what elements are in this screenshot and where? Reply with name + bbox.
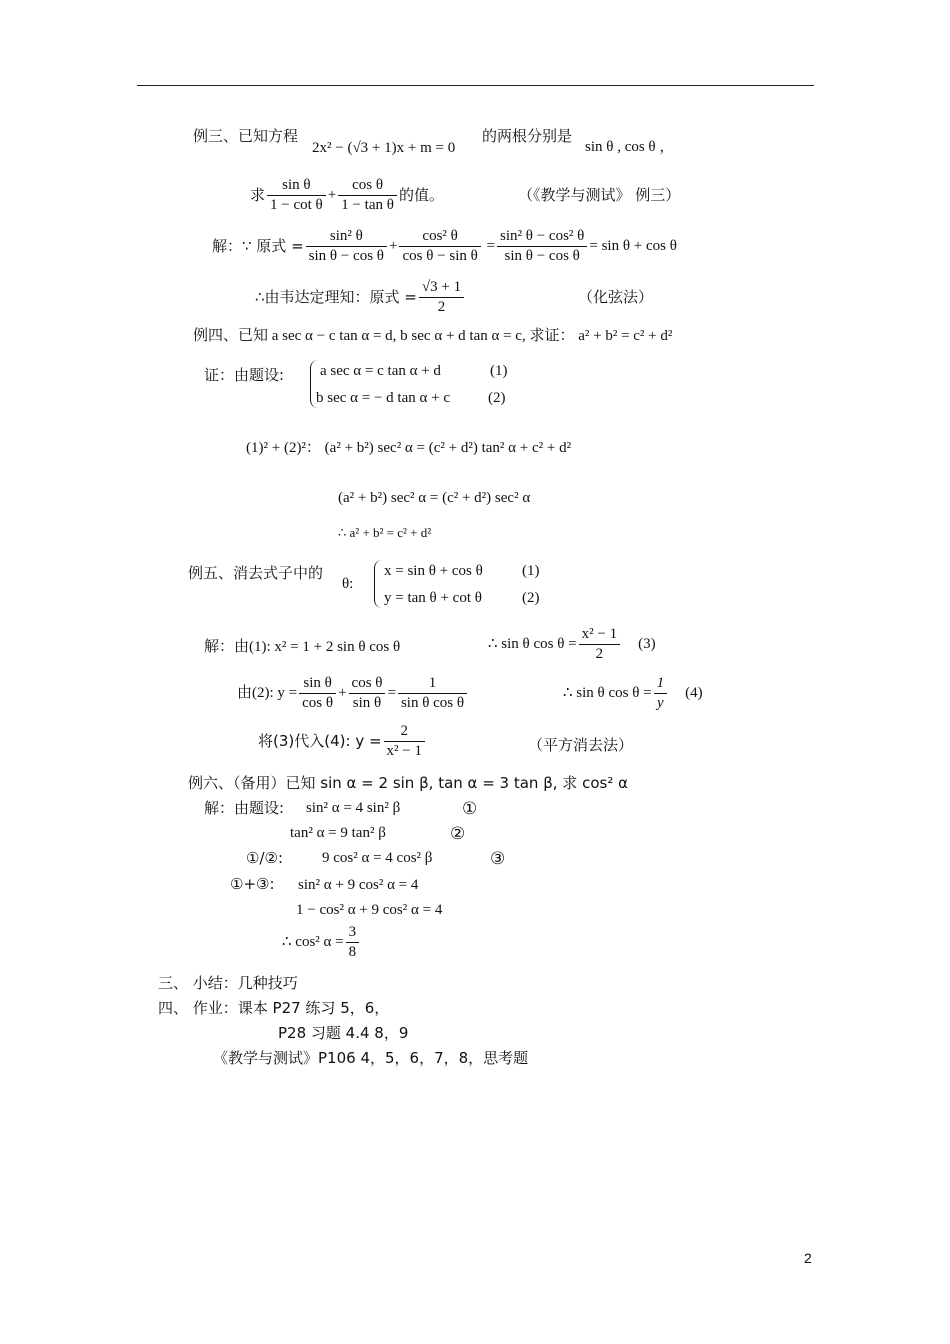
ex4-eq1: a sec α = c tan α + d xyxy=(320,363,441,379)
ex3-conclusion-text: ∴由韦达定理知：原式 = xyxy=(255,288,417,306)
ex6-line4: sin² α + 9 cos² α = 4 xyxy=(298,877,419,893)
ex6-line3-tag: ③ xyxy=(490,849,506,868)
ex3-f2-num: cos θ xyxy=(338,178,397,196)
plus-sign: + xyxy=(338,685,347,701)
ex3-fraction-1 xyxy=(267,178,326,213)
ex6-line6-frac xyxy=(346,925,360,960)
ex4-step3: ∴ a² + b² = c² + d² xyxy=(338,525,432,540)
ex4-step1: (1)² + (2)²： (a² + b²) sec² α = (c² + d²) tan² α + c² + d² xyxy=(246,440,572,456)
ex3-conclusion xyxy=(255,280,466,315)
ex4-eq2-tag: (2) xyxy=(488,390,506,406)
ex6-line2-tag: ② xyxy=(450,824,466,843)
ex4-eq2: b sec α = − d tan α + c xyxy=(316,390,450,406)
ex4-eq1-tag: (1) xyxy=(490,363,508,379)
ex3-roots-text: 的两根分别是 xyxy=(482,127,573,145)
ex6-line3: 9 cos² α = 4 cos² β xyxy=(322,850,433,866)
ex5-sub-frac xyxy=(384,724,425,759)
ex5-method: （平方消去法） xyxy=(528,736,634,754)
ex5-sol2-frac2 xyxy=(349,676,386,711)
denominator: sin θ xyxy=(352,695,382,711)
ex6-statement: 例六、（备用）已知 sin α = 2 sin β, tan α = 3 tan β, 求 cos² α xyxy=(188,774,628,792)
ex6-line6 xyxy=(282,925,361,960)
denominator: sin θ − cos θ xyxy=(504,248,580,264)
ex5-var: θ: xyxy=(342,576,354,592)
numerator: cos² θ xyxy=(399,229,480,247)
ex4-statement: 例四、已知 a sec α − c tan α = d, b sec α + d tan α = c, 求证： a² + b² = c² + d² xyxy=(193,328,673,344)
ex5-sol2-result-frac xyxy=(654,676,668,711)
numerator: sin θ xyxy=(299,676,336,694)
numerator: cos θ xyxy=(349,676,386,694)
ex5-eq1: x = sin θ + cos θ xyxy=(384,563,483,579)
header-rule xyxy=(137,85,814,86)
ex6-line4-label: ①+③: xyxy=(230,875,275,893)
plus-sign: + xyxy=(389,238,398,254)
ex5-sol2-result xyxy=(563,676,703,711)
ex6-line1-tag: ① xyxy=(462,799,478,818)
ex6-line3-label: ①/②: xyxy=(246,849,284,867)
ex6-line2: tan² α = 9 tan² β xyxy=(290,825,386,841)
plus-sign: + xyxy=(327,187,337,203)
ex6-line5: 1 − cos² α + 9 cos² α = 4 xyxy=(296,902,443,918)
ex5-sol2 xyxy=(237,676,469,711)
ex3-conclusion-frac xyxy=(419,280,464,315)
denominator: 8 xyxy=(348,944,357,960)
page-number: 2 xyxy=(804,1250,812,1266)
homework-line-1: 四、 作业：课本 P27 练习 5，6， xyxy=(158,999,390,1017)
ex5-sol1-result xyxy=(488,627,656,662)
ex5-label: 例五、消去式子中的 xyxy=(188,564,324,582)
ex3-label: 例三、已知方程 xyxy=(193,127,299,145)
ex3-source: （《教学与测试》 例三） xyxy=(518,186,681,204)
ex4-proof-label: 证：由题设: xyxy=(204,366,285,384)
numerator: sin² θ xyxy=(306,229,387,247)
homework-line-2: P28 习题 4.4 8，9 xyxy=(278,1024,409,1042)
denominator: x² − 1 xyxy=(386,743,422,759)
denominator: 2 xyxy=(437,299,446,315)
denominator: 2 xyxy=(595,646,604,662)
eq-tag: (4) xyxy=(685,685,703,701)
sol2-prefix: 由(2): y = xyxy=(237,685,298,701)
numerator: √3 + 1 xyxy=(419,280,464,298)
numerator: 3 xyxy=(346,925,360,943)
ex3-method: （化弦法） xyxy=(578,288,654,306)
therefore-text: ∴ sin θ cos θ = xyxy=(488,636,577,652)
numerator: 2 xyxy=(384,724,425,742)
ex3-ask-prefix: 求 xyxy=(250,186,266,204)
ex3-ask-suffix: 的值。 xyxy=(398,186,444,204)
ex3-fraction-2 xyxy=(338,178,397,213)
ex3-s-frac-3 xyxy=(497,229,587,264)
ex3-equation: 2x² − (√3 + 1)x + m = 0 xyxy=(312,140,456,156)
ex5-eq1-tag: (1) xyxy=(522,563,540,579)
ex3-f1-den: 1 − cot θ xyxy=(270,197,323,213)
ex3-s-frac-2 xyxy=(399,229,480,264)
ex3-roots: sin θ , cos θ ， xyxy=(585,139,675,155)
homework-line-3: 《教学与测试》P106 4，5，6，7，8，思考题 xyxy=(213,1049,529,1067)
numerator: sin² θ − cos² θ xyxy=(497,229,587,247)
equals-sign: = xyxy=(482,238,496,254)
summary-line: 三、 小结：几种技巧 xyxy=(158,974,298,992)
ex5-sol2-frac3 xyxy=(398,676,467,711)
numerator: 1 xyxy=(654,676,668,694)
ex5-substitute xyxy=(258,724,427,759)
line6-prefix: ∴ cos² α = xyxy=(282,934,344,950)
sub-prefix: 将(3)代入(4): y = xyxy=(258,732,382,750)
denominator: y xyxy=(657,695,664,711)
ex5-sol2-frac1 xyxy=(299,676,336,711)
ex6-sol-label: 解：由题设: xyxy=(204,799,285,817)
ex3-s-frac-1 xyxy=(306,229,387,264)
equals-sign: = xyxy=(387,685,396,701)
therefore-text: ∴ sin θ cos θ = xyxy=(563,685,652,701)
denominator: sin θ cos θ xyxy=(400,695,465,711)
ex5-eq2: y = tan θ + cot θ xyxy=(384,590,482,606)
ex5-sol1-frac xyxy=(579,627,620,662)
eq-tag: (3) xyxy=(638,636,656,652)
ex3-f1-num: sin θ xyxy=(267,178,326,196)
ex3-f2-den: 1 − tan θ xyxy=(341,197,394,213)
numerator: x² − 1 xyxy=(579,627,620,645)
ex5-brace xyxy=(374,560,383,608)
ex6-line1: sin² α = 4 sin² β xyxy=(306,800,401,816)
ex5-eq2-tag: (2) xyxy=(522,590,540,606)
ex4-step2: (a² + b²) sec² α = (c² + d²) sec² α xyxy=(338,490,531,506)
numerator: 1 xyxy=(398,676,467,694)
ex3-sol-prefix: 解：∵ 原式 = xyxy=(212,237,304,255)
ex3-question xyxy=(250,178,444,213)
ex3-solution xyxy=(212,229,677,264)
denominator: sin θ − cos θ xyxy=(308,248,384,264)
denominator: cos θ xyxy=(302,695,334,711)
ex5-sol1: 解：由(1): x² = 1 + 2 sin θ cos θ xyxy=(204,639,401,655)
ex3-s-result: = sin θ + cos θ xyxy=(589,238,677,254)
denominator: cos θ − sin θ xyxy=(402,248,478,264)
